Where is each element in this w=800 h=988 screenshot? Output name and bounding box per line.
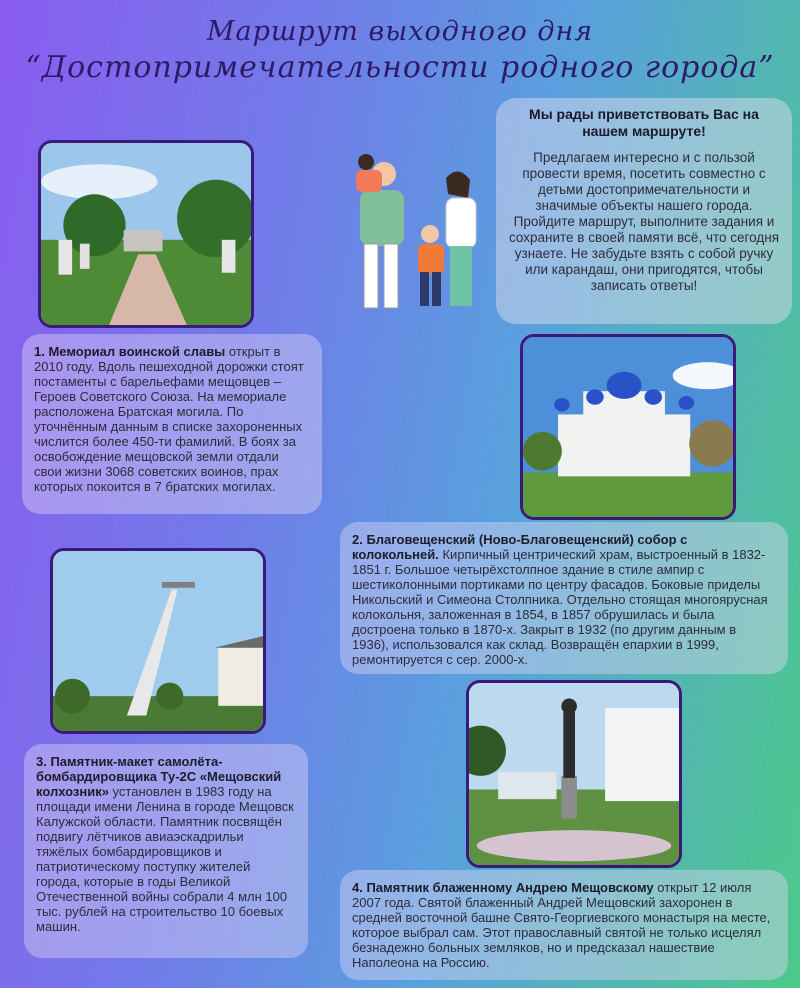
welcome-box xyxy=(496,98,792,324)
welcome-heading: Мы рады приветствовать Вас на нашем маршруте! xyxy=(529,106,759,139)
sight-title: 2. Благовещенский (Ново-Благовещенский) собор с колокольней. xyxy=(352,532,688,562)
sight-text: открыт в 2010 году. Вдоль пешеходной дорожки стоят постаменты с барельефами мещовцев – Героев Советского Союза. На мемориале расположена Братская могила. По уточнённым данным в списке захороненных числится более 450-ти фамилий. В боях за освобождение мещовской земли отдали свои жизни 3068 советских воинов, прах которых покоится в 7 братских могилах. xyxy=(34,344,304,494)
sight-text: установлен в 1983 году на площади имени Ленина в городе Мещовск Калужской области. Памятник посвящён подвигу лётчиков авиаэскадрильи тяжёлых бомбардировщиков и патриотическому поступку жителей города, которые в годы Великой Отечественной войны собрали 4 млн 100 тыс. рублей на строительство 10 боевых машин. xyxy=(36,784,294,934)
sight-title: 1. Мемориал воинской славы xyxy=(34,344,226,359)
sight-text: Кирпичный центрический храм, выстроенный в 1832-1851 г. Большое четырёхстолпное здание в стиле ампир с шестиколонными портиками по центру фасадов. Боковые приделы Никольский и Симеона Столпника. Отдельно стоящая многоярусная колокольня, заложенная в 1854, в 1857 обрушилась и была достроена только в 1870-х. Закрыт в 1932 (по другим данным в 1936), использовался как склад. Возвращён епархии в 1999, ремонтируется с сер. 2000-х. xyxy=(352,547,768,667)
sight-title: 4. Памятник блаженному Андрею Мещовскому xyxy=(352,880,654,895)
sight-card-cathedral xyxy=(340,522,788,674)
cathedral-photo xyxy=(520,334,736,520)
sight-text: открыт 12 июля 2007 года. Святой блаженный Андрей Мещовский захоронен в средней восточной башне Свято-Георгиевского монастыря на месте, которое выбрал сам. Этот православный святой не только исцелял безнадежно больных земляков, но и предсказал нашествие Наполеона на Россию. xyxy=(352,880,771,970)
page-title: Маршрут выходного дня xyxy=(206,16,594,47)
sight-card-andrey xyxy=(340,870,788,980)
memorial-photo xyxy=(38,140,254,328)
aircraft-monument-photo xyxy=(50,548,266,734)
welcome-text: Предлагаем интересно и с пользой провести время, посетить совместно с детьми достопримечательности и значимые объекты нашего города. Пройдите маршрут, выполните задания и сохраните в своей памяти всё, что сегодня узнаете. Не забудьте взять с собой ручку или карандаш, они пригодятся, чтобы записать ответы! xyxy=(508,150,780,293)
sight-card-aircraft xyxy=(24,744,308,958)
sight-title: 3. Памятник-макет самолёта-бомбардировщика Ту-2С «Мещовский колхозник» xyxy=(36,754,282,799)
family-illustration xyxy=(322,150,498,326)
sight-card-memorial xyxy=(22,334,322,514)
page-subtitle: “Достопримечательности родного города” xyxy=(25,50,775,85)
andrey-monument-photo xyxy=(466,680,682,868)
